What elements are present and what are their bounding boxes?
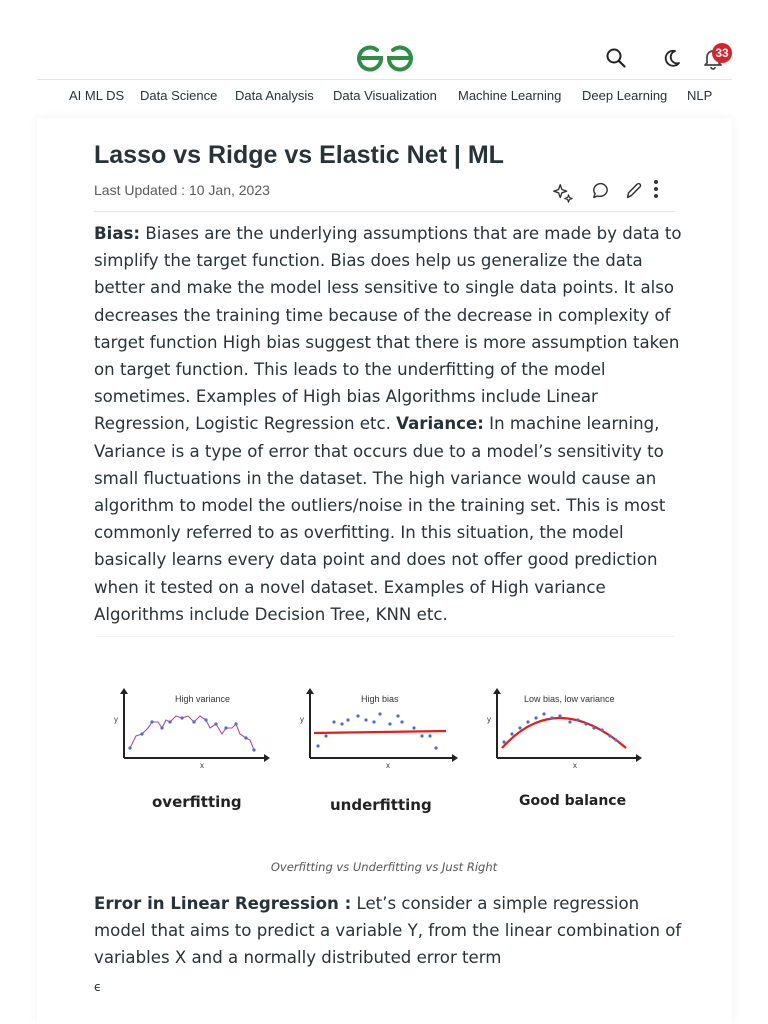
- edit-pencil-icon[interactable]: [623, 180, 645, 202]
- label-underfitting: underfitting: [330, 796, 432, 814]
- x-axis-label: x: [386, 761, 390, 770]
- site-header: [0, 0, 768, 80]
- last-updated: Last Updated : 10 Jan, 2023: [94, 182, 270, 198]
- panel-high-variance: [114, 688, 270, 770]
- panel-title-high-bias: High bias: [361, 694, 399, 704]
- nav-item-data-visualization[interactable]: Data Visualization: [333, 88, 437, 103]
- y-axis-label: y: [487, 715, 491, 724]
- overfit-curve: [130, 716, 254, 750]
- variance-text: In machine learning, Variance is a type of error that occurs due to a model’s sensitivity to small fluctuations in the dataset. The high variance would cause an algorithm to model the outliers/noise in the training set. This is most commonly referred to as overfitting. In this situation, the model basically learns every data point and does not offer good prediction when it tested on a novel dataset. Examples of High variance Algorithms include Decision Tree, KNN etc.: [94, 414, 666, 624]
- nav-item-machine-learning[interactable]: Machine Learning: [458, 88, 562, 103]
- meta-divider: [94, 211, 675, 212]
- x-axis-label: x: [200, 761, 204, 770]
- ai-sparkle-icon[interactable]: [552, 182, 574, 204]
- bias-text: Biases are the underlying assumptions that are made by data to simplify the target function. Bias does help us generalize the data better and make the model less sensitive to single data points. It also decreases the training time because of the decrease in complexity of target function High bias suggest that there is more assumption taken on target function. This leads to the underfitting of the model sometimes. Examples of High bias Algorithms include Linear Regression, Logistic Regression etc.: [94, 224, 682, 434]
- label-good-balance: Good balance: [519, 793, 627, 809]
- notification-badge: 33: [712, 43, 732, 63]
- panel-title-low-bias-low-variance: Low bias, low variance: [524, 694, 615, 704]
- category-nav: [0, 80, 768, 114]
- nav-item-nlp[interactable]: NLP: [687, 88, 713, 103]
- panel-good-balance: [487, 688, 642, 770]
- nav-item-data-analysis[interactable]: Data Analysis: [235, 88, 314, 103]
- nav-item-data-science[interactable]: Data Science: [140, 88, 218, 103]
- more-vertical-icon[interactable]: [648, 178, 664, 200]
- panel-high-bias: [300, 688, 458, 770]
- search-icon[interactable]: [604, 46, 628, 70]
- moon-icon[interactable]: [660, 46, 684, 70]
- fitting-figure: [96, 636, 674, 856]
- error-label: Error in Linear Regression :: [94, 894, 352, 913]
- figure-caption: Overfitting vs Underfitting vs Just Right: [270, 860, 498, 874]
- article-title: Lasso vs Ridge vs Elastic Net | ML: [94, 141, 504, 169]
- x-axis-label: x: [573, 761, 577, 770]
- y-axis-label: y: [300, 715, 304, 724]
- label-overfitting: overfitting: [152, 793, 242, 811]
- paragraph-error-linear-regression: [94, 890, 684, 999]
- nav-item-ai-ml-ds[interactable]: AI ML DS: [69, 88, 125, 103]
- good-fit-curve: [502, 718, 626, 748]
- paragraph-bias-variance: [94, 220, 684, 628]
- y-axis-label: y: [114, 715, 118, 724]
- panel-title-high-variance: High variance: [175, 694, 231, 704]
- gfg-logo[interactable]: [355, 44, 415, 72]
- underfit-line: [314, 731, 446, 733]
- epsilon-symbol: ϵ: [94, 979, 102, 994]
- comment-icon[interactable]: [591, 180, 613, 202]
- variance-label: Variance:: [396, 414, 484, 434]
- error-text: Let’s consider a simple regression model that aims to predict a variable Y, from the linear combination of variables X and a normally distributed error term: [94, 894, 682, 968]
- bias-label: Bias:: [94, 224, 141, 243]
- nav-item-deep-learning[interactable]: Deep Learning: [582, 88, 668, 103]
